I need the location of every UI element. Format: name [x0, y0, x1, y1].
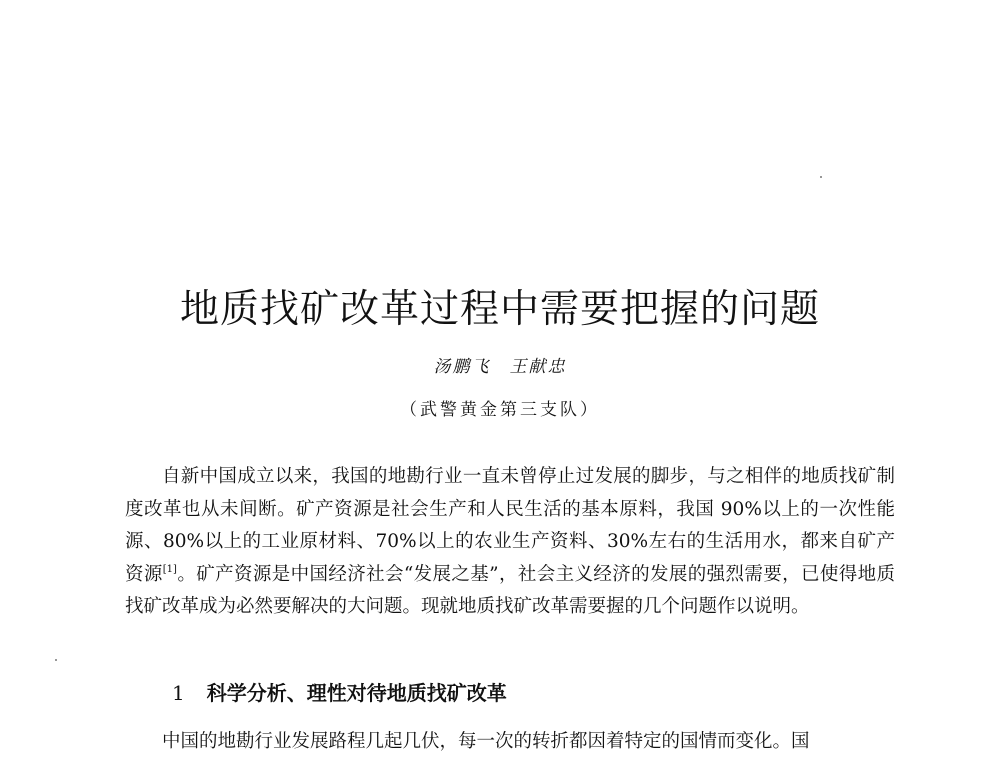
section-title: 科学分析、理性对待地质找矿改革	[206, 681, 507, 705]
article-title: 地质找矿改革过程中需要把握的问题	[179, 287, 820, 333]
intro-paragraph	[125, 461, 895, 624]
scan-speck	[820, 176, 822, 178]
intro-text: 自新中国成立以来，我国的地勘行业一直未曾停止过发展的脚步，与之相伴的地质找矿制度改革也从未间断。矿产资源是社会生产和人民生活的基本原料，我国 90%以上的一次性能源、80%以上的工业原材料、70%以上的农业生产资料、30%左右的生活用水，都来自矿产资源	[125, 466, 895, 585]
scan-speck	[55, 659, 57, 661]
section-heading	[172, 677, 507, 706]
intro-text-continued: 。矿产资源是中国经济社会“发展之基”，社会主义经济的发展的强烈需要，已使得地质找矿改革成为必然要解决的大问题。现就地质找矿改革需要握的几个问题作以说明。	[125, 563, 895, 618]
article-affiliation: （武警黄金第三支队）	[400, 400, 600, 420]
section-paragraph: 中国的地勘行业发展路程几起几伏，每一次的转折都因着特定的国情而变化。国	[162, 731, 810, 752]
section-number: 1	[172, 681, 185, 705]
citation-reference[interactable]: [1]	[162, 563, 177, 575]
article-authors: 汤鹏飞 王献忠	[433, 357, 567, 377]
